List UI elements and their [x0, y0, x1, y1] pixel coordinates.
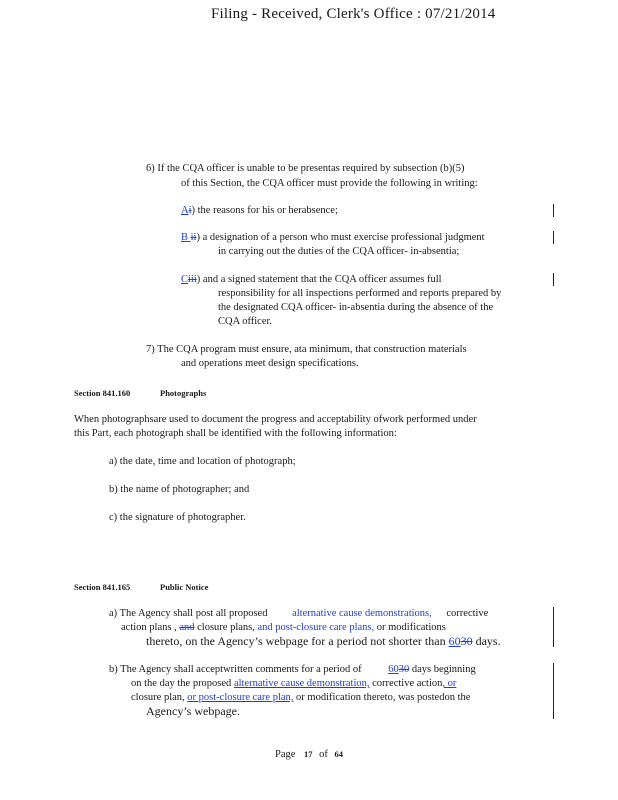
item-6-line-2: of this Section, the CQA officer must provide the following in writing: [181, 178, 478, 189]
item-6a: Ai) the reasons for his or herabsence; [181, 205, 338, 216]
inserted-text: or post-closure care plan, [187, 692, 294, 703]
inserted-text: alternative cause demonstration, [233, 678, 370, 689]
item-6b-line-2: in carrying out the duties of the CQA officer- in-absentia; [218, 246, 460, 257]
inserted-text: alternative cause demonstrations, [292, 608, 432, 619]
page-number: 17 [304, 749, 313, 759]
change-bar [553, 663, 554, 719]
deleted-text: 30 [398, 664, 410, 675]
page-footer: Page 17 of 64 [275, 749, 344, 760]
section-160-item-a: a) the date, time and location of photograph; [109, 456, 296, 467]
item-6c [181, 273, 442, 286]
change-bar [553, 273, 554, 286]
item-6c-text: ) and a signed statement that the CQA officer assumes full [196, 274, 442, 285]
item-6c-number: C [181, 274, 189, 285]
change-bar [553, 231, 554, 244]
section-160-item-b: b) the name of photographer; and [109, 484, 250, 495]
item-6b-text: ) a designation of a person who must exercise professional judgment [196, 232, 485, 243]
section-165-b-line-3: closure plan, or post-closure care plan, or modification thereto, was postedon the [131, 692, 471, 703]
filing-header: Filing - Received, Clerk's Office : 07/21/2014 [211, 6, 496, 22]
item-7-line-1: 7) The CQA program must ensure, ata minimum, that construction materials [146, 344, 467, 355]
item-6a-text: the reasons for his or herabsence; [195, 205, 338, 216]
item-6c-line-2: responsibility for all inspections performed and reports prepared by [218, 288, 502, 299]
section-165-a-line-2: action plans , and closure plans, and post-closure care plans, or modifications [121, 622, 446, 633]
inserted-text: and post-closure care plans, [257, 622, 375, 633]
section-165-b-line-4: Agency’s webpage. [146, 704, 240, 718]
inserted-text: 60 [448, 634, 461, 648]
section-160-title: Photographs [160, 388, 207, 398]
inserted-text: , or [442, 678, 457, 689]
section-160-number: Section 841.160 [74, 388, 131, 398]
item-6a-deleted: i [188, 205, 192, 216]
section-160-para-line-1: When photographsare used to document the progress and acceptability ofwork performed under [74, 414, 477, 425]
section-165-number: Section 841.165 [74, 582, 131, 592]
section-160-para-line-2: this Part, each photograph shall be identified with the following information: [74, 428, 397, 439]
item-6-line-1: 6) If the CQA officer is unable to be presentas required by subsection (b)(5) [146, 163, 465, 174]
item-6a-number: A [181, 205, 189, 216]
change-bar [553, 204, 554, 217]
inserted-text: 60 [388, 664, 399, 675]
section-165-b-line-2: on the day the proposed alternative cause demonstration, corrective action, or [131, 678, 457, 689]
item-6c-deleted: iii [188, 274, 197, 285]
deleted-text: 30 [460, 634, 473, 648]
section-165-title: Public Notice [160, 582, 209, 592]
item-6c-line-4: CQA officer. [218, 316, 273, 327]
section-165-a-line-3: thereto, on the Agency’s webpage for a period not shorter than 6030 days. [146, 634, 501, 648]
section-165-a-line-1: a) The Agency shall post all proposed alternative cause demonstrations, corrective [109, 608, 489, 619]
section-160-item-c: c) the signature of photographer. [109, 512, 246, 523]
change-bar [553, 607, 554, 647]
item-6b-number: B [181, 232, 191, 243]
section-165-b-line-1: b) The Agency shall acceptwritten comments for a period of 6030 days beginning [109, 664, 476, 675]
page-total: 64 [334, 749, 344, 759]
deleted-text: and [179, 622, 195, 633]
item-6b-deleted: ii [190, 232, 197, 243]
item-6c-line-3: the designated CQA officer- in-absentia during the absence of the [218, 302, 494, 313]
item-7-line-2: and operations meet design specifications. [181, 358, 359, 369]
item-6b [181, 231, 485, 244]
